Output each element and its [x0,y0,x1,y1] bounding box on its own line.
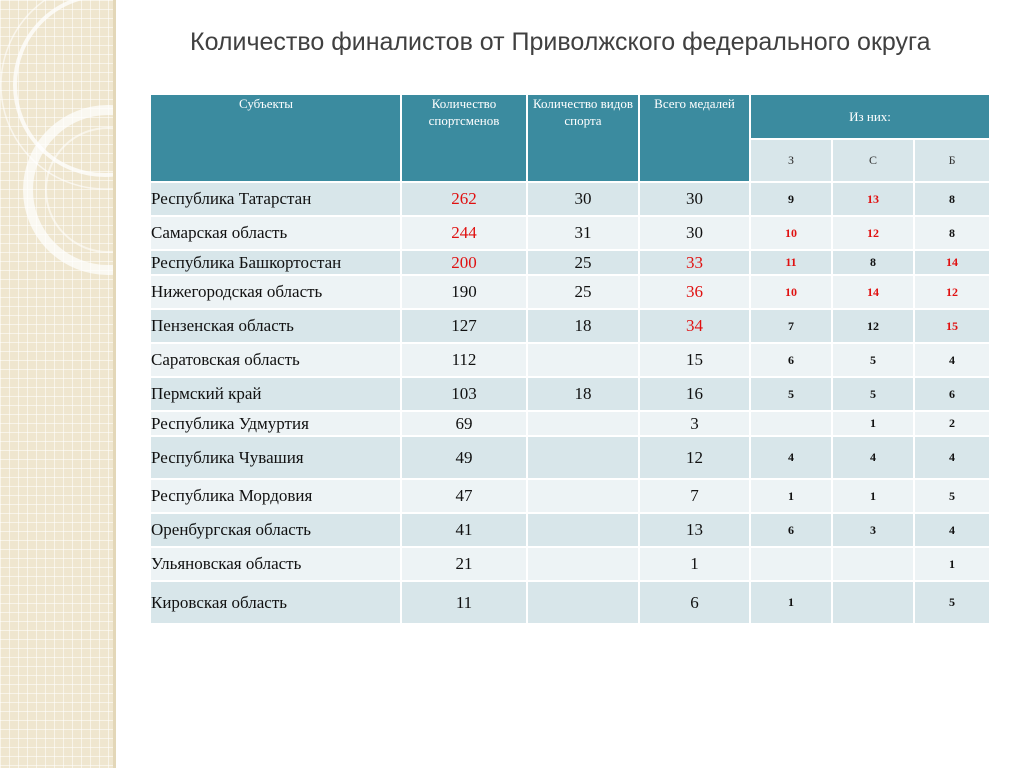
silver-count [832,581,914,624]
medals-total: 34 [639,309,750,343]
sports-count: 25 [527,250,639,275]
sports-count [527,547,639,581]
medals-total: 33 [639,250,750,275]
medals-total: 12 [639,436,750,479]
side-panel-edge [113,0,116,768]
subject-name: Оренбургская область [150,513,401,547]
sports-count: 30 [527,182,639,216]
bronze-count: 8 [914,182,990,216]
table-row [150,250,990,275]
medals-total: 36 [639,275,750,309]
sports-count: 18 [527,309,639,343]
athletes-count: 49 [401,436,527,479]
medals-total: 6 [639,581,750,624]
bronze-count: 12 [914,275,990,309]
bronze-count: 1 [914,547,990,581]
table-row [150,216,990,250]
header-athletes: Количество спортсменов [401,94,527,182]
athletes-count: 190 [401,275,527,309]
bronze-count: 14 [914,250,990,275]
sports-count [527,581,639,624]
medals-total: 16 [639,377,750,411]
table-row [150,513,990,547]
athletes-count: 200 [401,250,527,275]
athletes-count: 112 [401,343,527,377]
medals-total: 15 [639,343,750,377]
gold-count: 5 [750,377,832,411]
silver-count: 5 [832,343,914,377]
subject-name: Саратовская область [150,343,401,377]
gold-count: 9 [750,182,832,216]
decorative-rings-icon [0,0,113,330]
bronze-count: 4 [914,513,990,547]
gold-count [750,547,832,581]
page-title: Количество финалистов от Приволжского федерального округа [190,28,931,56]
table-row [150,479,990,513]
sports-count: 25 [527,275,639,309]
sports-count [527,343,639,377]
subject-name: Кировская область [150,581,401,624]
medals-total: 30 [639,216,750,250]
header-gold: З [750,139,832,182]
table-row [150,547,990,581]
subject-name: Республика Удмуртия [150,411,401,436]
silver-count [832,547,914,581]
gold-count: 10 [750,216,832,250]
gold-count: 4 [750,436,832,479]
table-row [150,343,990,377]
medals-total: 1 [639,547,750,581]
sports-count: 18 [527,377,639,411]
gold-count: 7 [750,309,832,343]
silver-count: 8 [832,250,914,275]
table-row [150,182,990,216]
medals-total: 7 [639,479,750,513]
silver-count: 1 [832,479,914,513]
medals-total: 13 [639,513,750,547]
bronze-count: 6 [914,377,990,411]
sports-count [527,513,639,547]
table-row [150,581,990,624]
medals-total: 30 [639,182,750,216]
gold-count: 6 [750,343,832,377]
table-row [150,275,990,309]
header-of-them: Из них: [750,94,990,139]
gold-count: 11 [750,250,832,275]
subject-name: Нижегородская область [150,275,401,309]
gold-count: 1 [750,479,832,513]
athletes-count: 69 [401,411,527,436]
silver-count: 5 [832,377,914,411]
athletes-count: 244 [401,216,527,250]
silver-count: 4 [832,436,914,479]
gold-count: 6 [750,513,832,547]
bronze-count: 8 [914,216,990,250]
athletes-count: 21 [401,547,527,581]
gold-count: 10 [750,275,832,309]
subject-name: Республика Чувашия [150,436,401,479]
athletes-count: 262 [401,182,527,216]
subject-name: Ульяновская область [150,547,401,581]
gold-count [750,411,832,436]
sports-count: 31 [527,216,639,250]
decorative-side-panel [0,0,113,768]
athletes-count: 103 [401,377,527,411]
gold-count: 1 [750,581,832,624]
table-row [150,377,990,411]
silver-count: 13 [832,182,914,216]
header-silver: С [832,139,914,182]
sports-count [527,436,639,479]
subject-name: Республика Башкортостан [150,250,401,275]
bronze-count: 4 [914,343,990,377]
silver-count: 12 [832,309,914,343]
silver-count: 12 [832,216,914,250]
subject-name: Пензенская область [150,309,401,343]
subject-name: Республика Татарстан [150,182,401,216]
bronze-count: 2 [914,411,990,436]
athletes-count: 41 [401,513,527,547]
table-row [150,436,990,479]
bronze-count: 15 [914,309,990,343]
athletes-count: 127 [401,309,527,343]
sports-count [527,411,639,436]
table-row [150,309,990,343]
header-sports: Количество видов спорта [527,94,639,182]
athletes-count: 47 [401,479,527,513]
table-row [150,411,990,436]
silver-count: 1 [832,411,914,436]
subject-name: Самарская область [150,216,401,250]
medals-total: 3 [639,411,750,436]
bronze-count: 5 [914,581,990,624]
finalists-table [149,93,991,625]
header-medals: Всего медалей [639,94,750,182]
silver-count: 14 [832,275,914,309]
header-subjects: Субъекты [150,94,401,182]
silver-count: 3 [832,513,914,547]
subject-name: Пермский край [150,377,401,411]
bronze-count: 4 [914,436,990,479]
bronze-count: 5 [914,479,990,513]
header-bronze: Б [914,139,990,182]
athletes-count: 11 [401,581,527,624]
sports-count [527,479,639,513]
subject-name: Республика Мордовия [150,479,401,513]
